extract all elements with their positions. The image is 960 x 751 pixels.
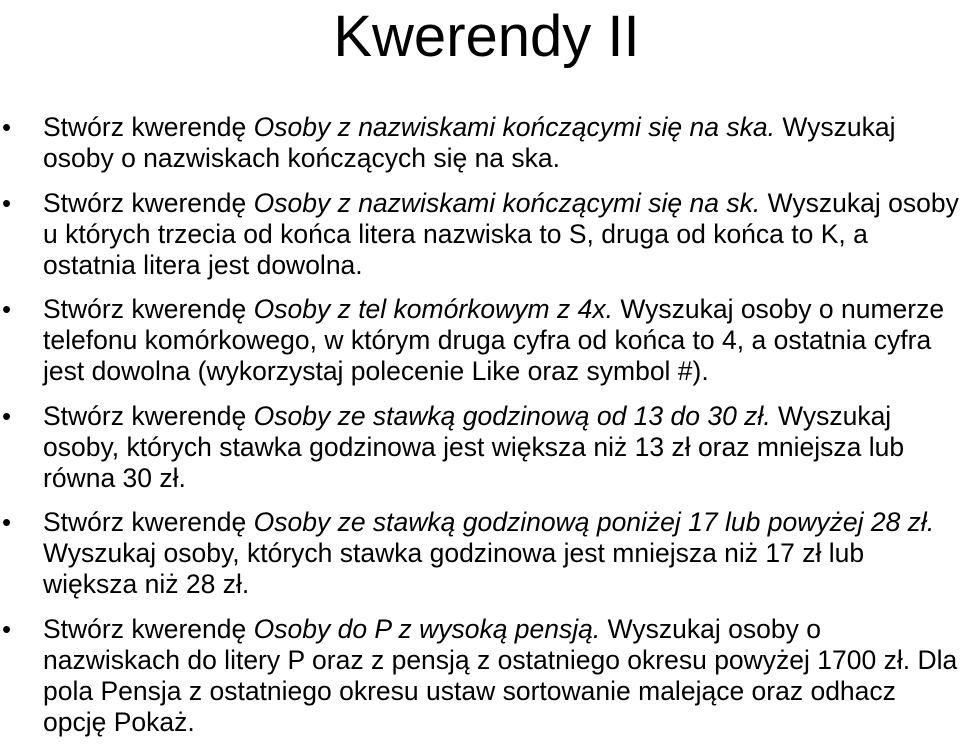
bullet-dot-icon: •: [2, 507, 12, 537]
bullet-prefix: Stwórz kwerendę: [43, 112, 254, 142]
bullet-dot-icon: •: [2, 613, 12, 644]
bullet-description: Wyszukaj osoby o nazwiskach kończących się na ska.: [43, 112, 896, 173]
bullet-item: [0, 112, 960, 174]
bullet-description: Wyszukaj osoby u których trzecia od końca litera nazwiska to S, druga od końca to K, a ostatnia litera jest dowolna.: [43, 187, 959, 280]
bullet-item: [0, 401, 960, 494]
query-name: Osoby ze stawką godzinową poniżej 17 lub powyżej 28 zł.: [253, 507, 935, 537]
bullet-prefix: Stwórz kwerendę: [43, 507, 254, 537]
bullet-list: [0, 112, 960, 751]
query-name: Osoby z nazwiskami kończącymi się na ska.: [253, 112, 775, 142]
bullet-description: Wyszukaj osoby, których stawka godzinowa jest mniejsza niż 17 zł lub większa niż 28 zł.: [43, 538, 865, 599]
bullet-item: [0, 188, 960, 281]
bullet-description: Wyszukaj osoby, których stawka godzinowa jest większa niż 13 zł oraz mniejsza lub równa 30 zł.: [43, 400, 905, 493]
bullet-dot-icon: •: [2, 294, 12, 324]
bullet-prefix: Stwórz kwerendę: [43, 400, 254, 431]
bullet-prefix: Stwórz kwerendę: [43, 613, 254, 644]
bullet-dot-icon: •: [2, 187, 12, 218]
bullet-dot-icon: •: [2, 112, 12, 142]
query-name: Osoby z tel komórkowym z 4x.: [253, 294, 613, 324]
bullet-item: [0, 294, 960, 387]
bullet-prefix: Stwórz kwerendę: [43, 187, 254, 218]
bullet-item: [0, 507, 960, 600]
bullet-description: Wyszukaj osoby o nazwiskach do litery P oraz z pensją z ostatniego okresu powyżej 1700 zł. Dla pola Pensja z ostatniego okresu ustaw sortowanie malejące oraz odhacz opcję Pokaż.: [43, 613, 958, 737]
bullet-item: [0, 614, 960, 738]
query-name: Osoby ze stawką godzinową od 13 do 30 zł.: [253, 400, 771, 431]
query-name: Osoby z nazwiskami kończącymi się na sk.: [253, 187, 761, 218]
bullet-description: Wyszukaj osoby o numerze telefonu komórkowego, w którym druga cyfra od końca to 4, a ostatnia cyfra jest dowolna (wykorzystaj polecenie Like oraz symbol #).: [43, 294, 945, 386]
query-name: Osoby do P z wysoką pensją.: [253, 613, 601, 644]
bullet-prefix: Stwórz kwerendę: [43, 294, 254, 324]
slide-title: Kwerendy II: [333, 4, 640, 69]
bullet-dot-icon: •: [2, 400, 12, 431]
